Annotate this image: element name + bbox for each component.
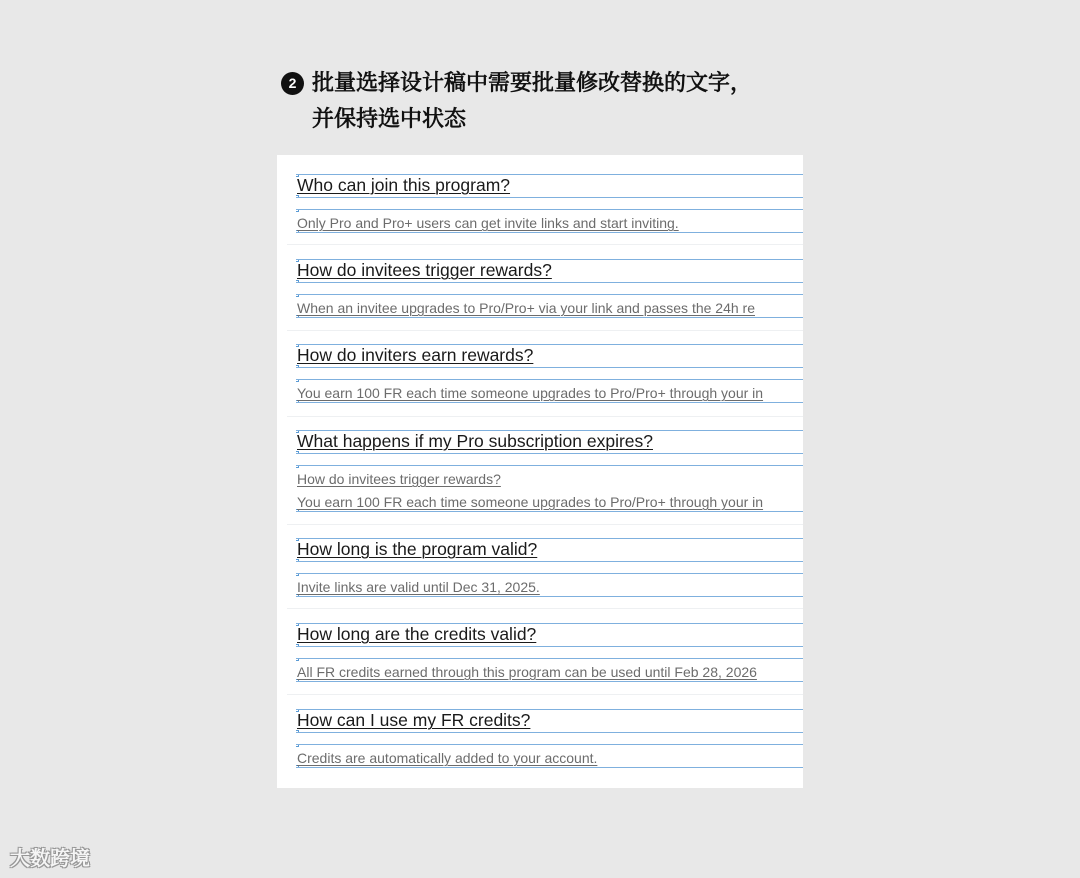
step-number-badge: 2 bbox=[281, 72, 304, 95]
faq-question: How do invitees trigger rewards? bbox=[297, 260, 552, 280]
faq-answer-text-layer[interactable] bbox=[296, 209, 803, 233]
instruction-line-2: 并保持选中状态 bbox=[312, 107, 467, 132]
faq-question: How do inviters earn rewards? bbox=[297, 345, 534, 365]
faq-answer-text-layer[interactable] bbox=[296, 294, 803, 318]
faq-question: How long is the program valid? bbox=[297, 539, 538, 559]
faq-answer: Invite links are valid until Dec 31, 2025. bbox=[297, 579, 540, 595]
design-canvas bbox=[277, 155, 803, 788]
faq-question-text-layer[interactable] bbox=[296, 623, 803, 647]
watermark-logo bbox=[10, 842, 90, 871]
faq-answer-text-layer[interactable] bbox=[296, 379, 803, 403]
faq-divider bbox=[287, 244, 803, 245]
faq-divider bbox=[287, 694, 803, 695]
faq-answer-text-layer[interactable] bbox=[296, 744, 803, 768]
faq-question-text-layer[interactable] bbox=[296, 538, 803, 562]
faq-question-text-layer[interactable] bbox=[296, 344, 803, 368]
faq-answer: You earn 100 FR each time someone upgrades to Pro/Pro+ through your in bbox=[297, 494, 764, 510]
selection-handle[interactable] bbox=[296, 658, 299, 661]
faq-question-text-layer[interactable] bbox=[296, 174, 803, 198]
selection-handle[interactable] bbox=[296, 209, 299, 212]
faq-question-text-layer[interactable] bbox=[296, 430, 803, 454]
faq-question-text-layer[interactable] bbox=[296, 709, 803, 733]
faq-answer: When an invitee upgrades to Pro/Pro+ via your link and passes the 24h re bbox=[297, 300, 755, 316]
selection-handle[interactable] bbox=[296, 744, 299, 747]
faq-question: How long are the credits valid? bbox=[297, 624, 537, 644]
faq-divider bbox=[287, 330, 803, 331]
faq-answer: Credits are automatically added to your account. bbox=[297, 750, 598, 766]
instruction-header bbox=[281, 66, 841, 138]
faq-question: Who can join this program? bbox=[297, 175, 511, 195]
watermark-text: 大数跨境 bbox=[10, 846, 90, 870]
selection-handle[interactable] bbox=[296, 379, 299, 382]
selection-handle[interactable] bbox=[296, 465, 299, 468]
faq-divider bbox=[287, 608, 803, 609]
instruction-line-1: 批量选择设计稿中需要批量修改替换的文字， bbox=[312, 71, 753, 96]
faq-answer: You earn 100 FR each time someone upgrades to Pro/Pro+ through your in bbox=[297, 385, 764, 401]
selection-handle[interactable] bbox=[296, 573, 299, 576]
selection-handle[interactable] bbox=[296, 294, 299, 297]
faq-answer-text-layer[interactable] bbox=[296, 573, 803, 597]
faq-question: How can I use my FR credits? bbox=[297, 710, 531, 730]
faq-answer: How do invitees trigger rewards? bbox=[297, 471, 501, 487]
faq-question-text-layer[interactable] bbox=[296, 259, 803, 283]
faq-answer: All FR credits earned through this program can be used until Feb 28, 2026 bbox=[297, 664, 757, 680]
faq-question: What happens if my Pro subscription expires? bbox=[297, 431, 653, 451]
faq-answer-text-layer[interactable] bbox=[296, 658, 803, 682]
faq-answer-text-layer[interactable] bbox=[296, 465, 803, 512]
faq-answer: Only Pro and Pro+ users can get invite links and start inviting. bbox=[297, 215, 679, 231]
faq-divider bbox=[287, 416, 803, 417]
faq-divider bbox=[287, 524, 803, 525]
